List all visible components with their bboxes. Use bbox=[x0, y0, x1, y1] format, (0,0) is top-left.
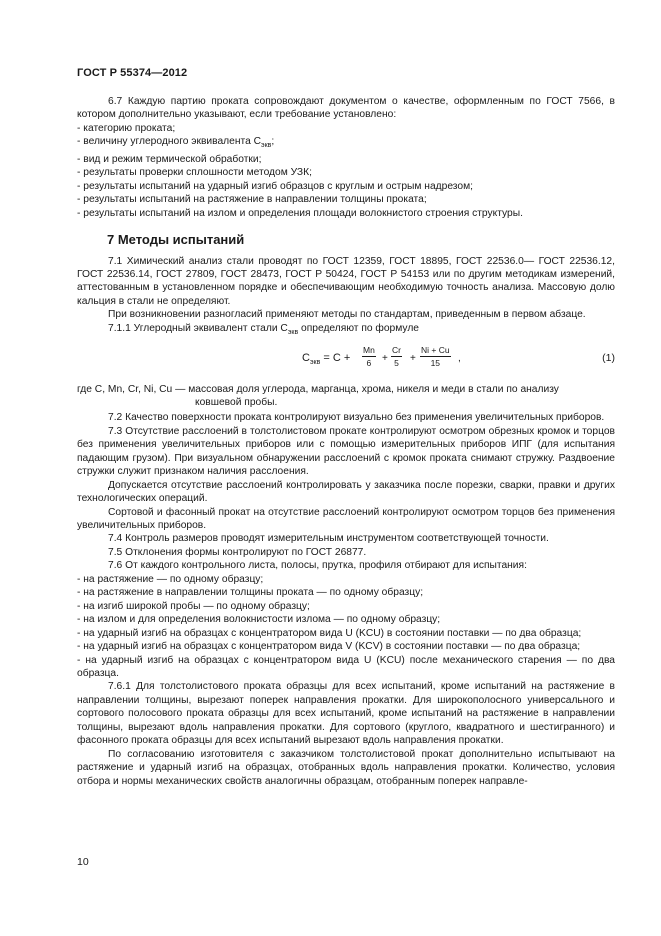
equation-number: (1) bbox=[602, 352, 615, 365]
formula-subscript: экв bbox=[309, 359, 321, 367]
ceq-subscript: экв bbox=[261, 142, 272, 150]
fraction-mn bbox=[362, 344, 376, 369]
page-number: 10 bbox=[77, 856, 89, 868]
list-item: - на ударный изгиб на образцах с концентратором вида V (KCV) в состоянии поставки — по два образца; bbox=[77, 641, 581, 653]
list-item: - на излом и для определения волокнистости излома — по одному образцу; bbox=[77, 614, 441, 626]
paragraph-7-1-1 bbox=[77, 322, 615, 340]
paragraph-7-3-c: Сортовой и фасонный прокат на отсутствие расслоений контролируют осмотром торцов без применения увеличительных приборов. bbox=[77, 506, 615, 531]
plus-sign: + bbox=[410, 353, 416, 365]
plus-sign: + bbox=[382, 353, 388, 365]
formula-symbol: С bbox=[302, 352, 310, 365]
subscript: экв bbox=[287, 328, 299, 336]
list-item: - результаты испытаний на излом и определения площади волокнистого строения структуры. bbox=[77, 207, 523, 219]
legend-line: ковшевой пробы. bbox=[195, 397, 278, 409]
ceq-prefix: - величину углеродного эквивалента С bbox=[77, 136, 262, 148]
section-heading: 7 Методы испытаний bbox=[107, 232, 245, 248]
paragraph-7-6-1-b: По согласованию изготовителя с заказчиком толстолистовой прокат дополнительно испытывают на растяжение и ударный изгиб на образцах, отобранных вдоль направления прокатки. Количество, условия отбора и нормы механических свойств аналогичны образцам, отобранным поперек направле- bbox=[77, 748, 615, 787]
fraction-numerator: Cr bbox=[392, 345, 401, 356]
formula-comma: , bbox=[458, 353, 461, 365]
list-item: - на ударный изгиб на образцах с концентратором вида U (KCU) после механического старения — по два образца. bbox=[77, 654, 615, 679]
list-item-ceq bbox=[77, 135, 615, 153]
fraction-cr bbox=[391, 344, 402, 369]
paragraph-7-2: 7.2 Качество поверхности проката контролируют визуально без применения увеличительных приборов. bbox=[108, 412, 605, 424]
paragraph-7-6-1: 7.6.1 Для толстолистового проката образцы для всех испытаний, кроме испытаний на растяжение в направлении толщины, вырезают поперек направления прокатки. Для широкополосного универсального и сортового полосового проката образцы для всех испытаний, кроме испытаний на растяжение в направлении толщины, вырезают вдоль направления прокатки. Для сортового (круглого, квадратного и шестигранного) и фасонного проката образцы для всех испытаний вырезают вдоль направления прокатки. bbox=[77, 681, 615, 747]
text-part: определяют по формуле bbox=[298, 322, 419, 334]
list-item: - результаты испытаний на ударный изгиб образцов с круглым и острым надрезом; bbox=[77, 180, 473, 192]
fraction-denominator: 6 bbox=[366, 358, 372, 369]
list-item: - категорию проката; bbox=[77, 122, 176, 134]
ceq-suffix: ; bbox=[271, 136, 275, 148]
list-item: - результаты проверки сплошности методом УЗК; bbox=[77, 167, 312, 179]
list-item: - на растяжение в направлении толщины проката — по одному образцу; bbox=[77, 587, 424, 599]
fraction-nicu bbox=[420, 344, 451, 369]
formula-lhs bbox=[302, 352, 350, 370]
fraction-denominator: 5 bbox=[394, 358, 399, 369]
document-body bbox=[77, 95, 615, 788]
list-item: - на ударный изгиб на образцах с концентратором вида U (KCU) в состоянии поставки — по два образца; bbox=[77, 627, 582, 639]
fraction-numerator: Ni + Cu bbox=[421, 345, 450, 356]
legend-line: где C, Mn, Cr, Ni, Cu — массовая доля углерода, марганца, хрома, никеля и меди в стали по анализу bbox=[77, 384, 559, 396]
paragraph-7-5: 7.5 Отклонения формы контролируют по ГОСТ 26877. bbox=[108, 546, 367, 558]
paragraph-7-1-b: При возникновении разногласий применяют методы по стандартам, приведенным в первом абзаце. bbox=[108, 309, 586, 321]
list-item: - вид и режим термической обработки; bbox=[77, 153, 262, 165]
paragraph-7-3-b: Допускается отсутствие расслоений контролировать у заказчика после порезки, сварки, правки и других технологических операций. bbox=[77, 479, 615, 505]
formula-legend bbox=[77, 383, 615, 411]
formula-eq: = С + bbox=[320, 352, 351, 365]
list-item: - результаты испытаний на растяжение в направлении толщины проката; bbox=[77, 194, 427, 206]
list-item: - на растяжение — по одному образцу; bbox=[77, 573, 264, 585]
text-part: 7.1.1 Углеродный эквивалент стали С bbox=[108, 322, 288, 334]
formula-1 bbox=[77, 341, 615, 379]
paragraph-6-7: 6.7 Каждую партию проката сопровождают документом о качестве, оформленным по ГОСТ 7566, в котором дополнительно указывают, если требование установлено: bbox=[77, 96, 615, 121]
paragraph-7-1: 7.1 Химический анализ стали проводят по ГОСТ 12359, ГОСТ 18895, ГОСТ 22536.0— ГОСТ 22536.12, ГОСТ 22536.14, ГОСТ 27809, ГОСТ 28473, ГОСТ Р 50424, ГОСТ Р 54153 или по другим методикам измерений, аттестованным в установленном порядке и обеспечивающим необходимую точность анализа. Массовую долю кальция в стали не определяют. bbox=[77, 255, 615, 307]
paragraph-7-3: 7.3 Отсутствие расслоений в толстолистовом прокате контролируют осмотром обрезных кромок и торцов без применения увеличительных приборов или с помощью измерительных приборов ИПГ (для испытания падающим грузом). При визуальном обнаружении расслоений с кромок проката снимают стружку. Раздвоение стружки служит признаком наличия расслоения. bbox=[77, 425, 615, 478]
paragraph-7-4: 7.4 Контроль размеров проводят измерительным инструментом соответствующей точности. bbox=[108, 533, 549, 545]
list-item: - на изгиб широкой пробы — по одному образцу; bbox=[77, 600, 310, 612]
fraction-denominator: 15 bbox=[430, 358, 441, 369]
paragraph-7-6: 7.6 От каждого контрольного листа, полосы, прутка, профиля отбирают для испытания: bbox=[108, 560, 527, 572]
fraction-numerator: Mn bbox=[363, 345, 375, 356]
standard-header: ГОСТ Р 55374—2012 bbox=[77, 67, 188, 79]
